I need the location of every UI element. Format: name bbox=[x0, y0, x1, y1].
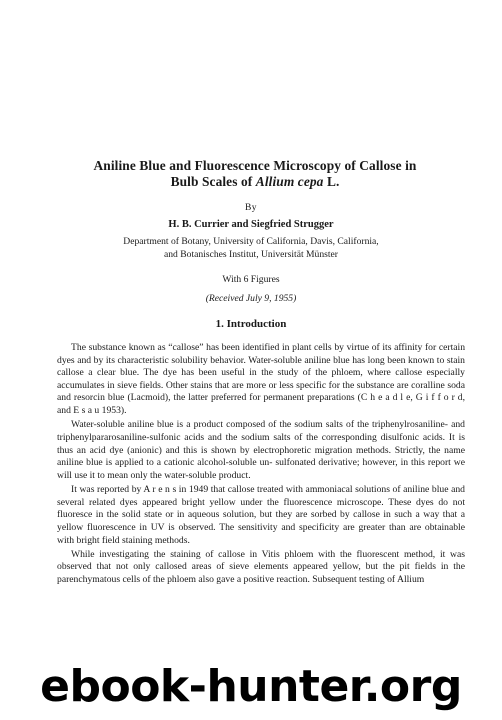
by-label: By bbox=[245, 203, 257, 213]
paragraph-line: or less specific for the substance are coralline soda and resorcin blue bbox=[57, 379, 465, 404]
paragraph-line: (Lacmoid), the latter preferred for permanent preparations (C h e a d l e, bbox=[127, 392, 413, 404]
paragraph bbox=[57, 342, 465, 418]
paragraph-line: It was reported by A r e n s in 1949 that callose treated with ammoniacal bbox=[71, 484, 353, 496]
paragraph-line: Water-soluble aniline blue is a product composed of the sodium salts bbox=[71, 419, 343, 431]
paper-title bbox=[40, 158, 470, 190]
title-line-1: Aniline Blue and Fluorescence Microscopy of Callose in bbox=[93, 158, 417, 173]
watermark-text: ebook-hunter.org bbox=[40, 661, 462, 712]
title-line-2-prefix: Bulb Scales of bbox=[170, 174, 253, 189]
paragraph-line: of the phloem also gave a positive reaction. Subsequent testing of Allium bbox=[142, 574, 425, 586]
paragraph-line: that a yellow fluorescence in UV is observed. The sensitivity and specificity bbox=[57, 509, 465, 533]
figures-note: With 6 Figures bbox=[222, 274, 280, 285]
paragraph-line: While investigating the staining of callose in Vitis phloem with the bbox=[71, 548, 352, 560]
paragraph-line: the water-soluble product. bbox=[150, 469, 251, 481]
paragraph-line: elements appeared yellow, but the pit fields in the parenchymatous cells bbox=[57, 561, 466, 586]
affiliation bbox=[0, 236, 502, 261]
paragraph bbox=[57, 419, 465, 482]
paragraph-line: G i f f o r d, and E s a u 1953). bbox=[57, 392, 466, 416]
title-line-2 bbox=[40, 174, 470, 190]
paragraph-line: behavior. Water-soluble aniline blue has long been known to stain callose bbox=[57, 354, 465, 379]
affiliation-line-2: and Botanisches Institut, Universität Münster bbox=[164, 248, 338, 260]
paragraph-line: of the triphenylrosaniline- and triphenylpararosaniline-sulfonic acids and bbox=[57, 419, 465, 443]
paragraph bbox=[57, 484, 465, 547]
paragraph-line: dye (anionic) and this is shown by electrophoretic migration methods. bbox=[109, 444, 391, 456]
paragraph-line: are greater than are obtainable with bright field staining methods. bbox=[57, 521, 465, 546]
title-species-name: Allium cepa bbox=[255, 174, 324, 189]
paragraph-line: the sodium salts of the corresponding disulfonic acids. It is thus an acid bbox=[57, 431, 466, 456]
authors: H. B. Currier and Siegfried Strugger bbox=[168, 219, 334, 230]
paragraph-line: callose especially accumulates in sieve fields. Other stains that are more bbox=[57, 367, 465, 391]
paragraph-line: by virtue of its affinity for certain dyes and by its characteristic solubility bbox=[57, 342, 466, 366]
paragraph bbox=[57, 549, 465, 587]
paragraph-line: under the fluorescence microscope. These dyes do not fluoresce in the solid bbox=[57, 496, 465, 521]
section-heading: 1. Introduction bbox=[215, 318, 287, 330]
paragraph-line: The substance known as “callose” has been identified in plant cells bbox=[71, 342, 332, 353]
paragraph-line: Strictly, the name aniline blue is applied to a cationic alcohol-soluble un- bbox=[57, 444, 465, 469]
paragraph-line: solutions of aniline blue and several related dyes appeared bright yellow bbox=[57, 484, 465, 508]
paragraph-line: sulfonated derivative; however, in this report we will use it to mean only bbox=[57, 457, 466, 481]
paragraph-line: a clear blue. The dye has been useful in the study of the phloem, where bbox=[88, 367, 391, 379]
affiliation-line-1: Department of Botany, University of California, Davis, California, bbox=[123, 236, 379, 247]
received-date: (Received July 9, 1955) bbox=[205, 293, 297, 304]
body-text bbox=[57, 342, 465, 588]
paragraph-line: fluorescent method, it was observed that not only callosed areas of sieve bbox=[57, 548, 465, 573]
title-line-2-suffix: L. bbox=[326, 174, 340, 189]
paragraph-line: state or in aqueous solution, but they are sorbed by callose in such a way bbox=[144, 509, 440, 521]
